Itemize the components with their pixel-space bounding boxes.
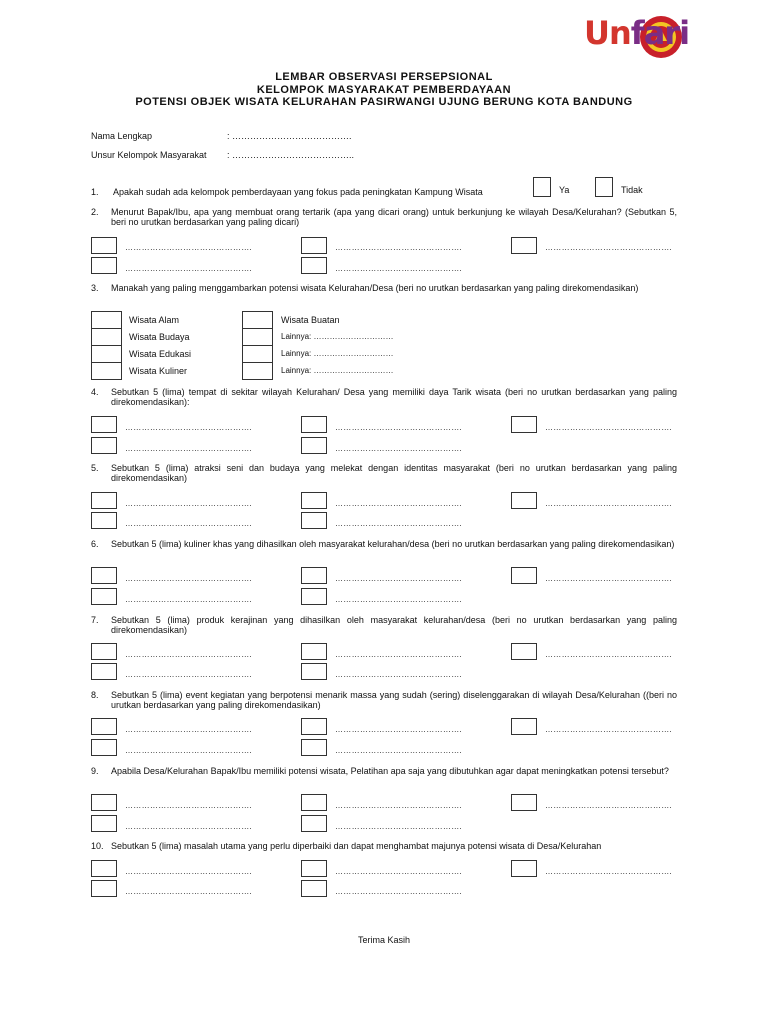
q4-number: 4.: [91, 387, 99, 397]
answer-line[interactable]: ……………………………………….: [125, 867, 253, 876]
brand-wordmark: Unfari: [584, 14, 690, 52]
q3-text: Manakah yang paling menggambarkan potensi wisata Kelurahan/Desa (beri no urutkan berdasarkan yang paling direkomendasikan): [111, 283, 639, 293]
answer-line[interactable]: ……………………………………….: [125, 595, 253, 604]
answer-line[interactable]: ……………………………………….: [335, 801, 463, 810]
name-field[interactable]: : ………………………………….: [227, 131, 352, 141]
answer-line[interactable]: ……………………………………….: [335, 264, 463, 273]
rank-box[interactable]: [91, 718, 117, 735]
rank-box[interactable]: [301, 739, 327, 756]
option-label: Wisata Budaya: [129, 332, 190, 342]
rank-box[interactable]: [301, 567, 327, 584]
q1-yes-checkbox[interactable]: [533, 177, 551, 197]
answer-line[interactable]: ……………………………………….: [335, 595, 463, 604]
q10-number: 10.: [91, 841, 104, 851]
rank-box[interactable]: [511, 860, 537, 877]
rank-box[interactable]: [301, 512, 327, 529]
rank-box[interactable]: [301, 663, 327, 680]
rank-box[interactable]: [91, 815, 117, 832]
answer-line[interactable]: ……………………………………….: [335, 243, 463, 252]
rank-box[interactable]: [301, 492, 327, 509]
group-field[interactable]: : …………………………………..: [227, 150, 355, 160]
answer-line[interactable]: ……………………………………….: [125, 887, 253, 896]
rank-box[interactable]: [301, 588, 327, 605]
rank-box[interactable]: [511, 492, 537, 509]
answer-line[interactable]: ……………………………………….: [125, 519, 253, 528]
rank-box[interactable]: [242, 345, 273, 363]
answer-line[interactable]: ……………………………………….: [335, 822, 463, 831]
rank-box[interactable]: [511, 237, 537, 254]
answer-line[interactable]: ……………………………………….: [125, 264, 253, 273]
rank-box[interactable]: [242, 362, 273, 380]
rank-box[interactable]: [91, 512, 117, 529]
q1-number: 1.: [91, 187, 99, 197]
q7-number: 7.: [91, 615, 99, 625]
rank-box[interactable]: [91, 739, 117, 756]
answer-line[interactable]: ……………………………………….: [335, 444, 463, 453]
group-label: Unsur Kelompok Masyarakat: [91, 150, 207, 160]
answer-line[interactable]: ……………………………………….: [545, 499, 673, 508]
answer-line[interactable]: ……………………………………….: [335, 725, 463, 734]
rank-box[interactable]: [91, 237, 117, 254]
answer-line[interactable]: ……………………………………….: [545, 423, 673, 432]
answer-line[interactable]: ……………………………………….: [335, 670, 463, 679]
answer-line[interactable]: ……………………………………….: [125, 746, 253, 755]
rank-box[interactable]: [301, 257, 327, 274]
rank-box[interactable]: [91, 567, 117, 584]
option-other-field[interactable]: Lainnya: …………………………: [281, 332, 394, 341]
q2-text: Menurut Bapak/Ibu, apa yang membuat orang tertarik (apa yang dicari orang) untuk berkunjung ke wilayah Desa/Kelurahan? (Sebutkan 5, beri no urutkan berdasarkan yang paling dicari): [111, 207, 677, 227]
rank-box[interactable]: [301, 437, 327, 454]
q10-text: Sebutkan 5 (lima) masalah utama yang perlu diperbaiki dan dapat menghambat majunya potensi wisata di Desa/Kelurahan: [111, 841, 602, 851]
answer-line[interactable]: ……………………………………….: [125, 670, 253, 679]
answer-line[interactable]: ……………………………………….: [545, 725, 673, 734]
q8-text: Sebutkan 5 (lima) event kegiatan yang berpotensi menarik massa yang sudah (sering) diselenggarakan di wilayah Desa/Kelurahan ((beri no urutkan berdasarkan yang paling direkomendasikan): [111, 690, 677, 710]
name-label: Nama Lengkap: [91, 131, 153, 141]
rank-box[interactable]: [91, 362, 122, 380]
rank-box[interactable]: [91, 416, 117, 433]
rank-box[interactable]: [91, 880, 117, 897]
answer-line[interactable]: ……………………………………….: [545, 867, 673, 876]
q1-no-label: Tidak: [621, 185, 643, 195]
rank-box[interactable]: [242, 328, 273, 346]
option-label: Wisata Kuliner: [129, 366, 188, 376]
q6-text: Sebutkan 5 (lima) kuliner khas yang dihasilkan oleh masyarakat kelurahan/desa (beri no urutkan berdasarkan yang paling direkomendasikan): [111, 539, 675, 549]
option-label: Wisata Edukasi: [129, 349, 192, 359]
rank-box[interactable]: [301, 860, 327, 877]
answer-line[interactable]: ……………………………………….: [335, 499, 463, 508]
rank-box[interactable]: [511, 794, 537, 811]
q7-text: Sebutkan 5 (lima) produk kerajinan yang dihasilkan oleh masyarakat kelurahan/desa (beri no urutkan berdasarkan yang paling direkomendasikan): [111, 615, 677, 635]
q8-number: 8.: [91, 690, 99, 700]
answer-line[interactable]: ……………………………………….: [335, 519, 463, 528]
answer-line[interactable]: ……………………………………….: [125, 822, 253, 831]
q6-number: 6.: [91, 539, 99, 549]
rank-box[interactable]: [511, 567, 537, 584]
title-line-3: POTENSI OBJEK WISATA KELURAHAN PASIRWANGI UJUNG BERUNG KOTA BANDUNG: [135, 96, 633, 108]
answer-line[interactable]: ……………………………………….: [545, 574, 673, 583]
q9-text: Apabila Desa/Kelurahan Bapak/Ibu memiliki potensi wisata, Pelatihan apa saja yang dibutuhkan agar dapat meningkatkan potensi tersebut?: [111, 766, 669, 776]
rank-box[interactable]: [242, 311, 273, 329]
answer-line[interactable]: ……………………………………….: [335, 746, 463, 755]
rank-box[interactable]: [91, 328, 122, 346]
rank-box[interactable]: [91, 257, 117, 274]
answer-line[interactable]: ……………………………………….: [335, 867, 463, 876]
rank-box[interactable]: [91, 492, 117, 509]
rank-box[interactable]: [511, 718, 537, 735]
q2-number: 2.: [91, 207, 99, 217]
q4-text: Sebutkan 5 (lima) tempat di sekitar wilayah Kelurahan/ Desa yang memiliki daya Tarik wisata (beri no urutkan berdasarkan yang paling direkomendasikan):: [111, 387, 677, 407]
closing-thanks: Terima Kasih: [357, 935, 411, 945]
answer-line[interactable]: ……………………………………….: [125, 444, 253, 453]
rank-box[interactable]: [91, 588, 117, 605]
title-line-2: KELOMPOK MASYARAKAT PEMBERDAYAAN: [256, 84, 512, 96]
q5-text: Sebutkan 5 (lima) atraksi seni dan budaya yang melekat dengan identitas masyarakat (beri no urutkan berdasarkan yang paling direkomendasikan): [111, 463, 677, 483]
q9-number: 9.: [91, 766, 99, 776]
rank-box[interactable]: [91, 663, 117, 680]
rank-box[interactable]: [301, 416, 327, 433]
answer-line[interactable]: ……………………………………….: [125, 243, 253, 252]
option-other-field[interactable]: Lainnya: …………………………: [281, 366, 394, 375]
rank-box[interactable]: [91, 860, 117, 877]
answer-line[interactable]: ……………………………………….: [545, 801, 673, 810]
answer-line[interactable]: ……………………………………….: [125, 423, 253, 432]
q1-yes-label: Ya: [559, 185, 570, 195]
option-other-field[interactable]: Lainnya: …………………………: [281, 349, 394, 358]
rank-box[interactable]: [91, 794, 117, 811]
rank-box[interactable]: [91, 311, 122, 329]
rank-box[interactable]: [301, 815, 327, 832]
answer-line[interactable]: ……………………………………….: [335, 574, 463, 583]
q5-number: 5.: [91, 463, 99, 473]
answer-line[interactable]: ……………………………………….: [545, 650, 673, 659]
answer-line[interactable]: ……………………………………….: [335, 423, 463, 432]
rank-box[interactable]: [301, 718, 327, 735]
rank-box[interactable]: [301, 237, 327, 254]
answer-line[interactable]: ……………………………………….: [335, 887, 463, 896]
option-label: Wisata Alam: [129, 315, 180, 325]
answer-line[interactable]: ……………………………………….: [335, 650, 463, 659]
rank-box[interactable]: [511, 416, 537, 433]
q3-number: 3.: [91, 283, 99, 293]
rank-box[interactable]: [301, 794, 327, 811]
answer-line[interactable]: ……………………………………….: [125, 499, 253, 508]
rank-box[interactable]: [301, 643, 327, 660]
rank-box[interactable]: [91, 643, 117, 660]
q1-no-checkbox[interactable]: [595, 177, 613, 197]
rank-box[interactable]: [91, 345, 122, 363]
title-line-1: LEMBAR OBSERVASI PERSEPSIONAL: [275, 71, 493, 83]
q1-text: Apakah sudah ada kelompok pemberdayaan yang fokus pada peningkatan Kampung Wisata: [113, 187, 483, 197]
option-label: Wisata Buatan: [281, 315, 340, 325]
rank-box[interactable]: [301, 880, 327, 897]
rank-box[interactable]: [91, 437, 117, 454]
answer-line[interactable]: ……………………………………….: [125, 801, 253, 810]
answer-line[interactable]: ……………………………………….: [545, 243, 673, 252]
rank-box[interactable]: [511, 643, 537, 660]
answer-line[interactable]: ……………………………………….: [125, 650, 253, 659]
answer-line[interactable]: ……………………………………….: [125, 725, 253, 734]
answer-line[interactable]: ……………………………………….: [125, 574, 253, 583]
